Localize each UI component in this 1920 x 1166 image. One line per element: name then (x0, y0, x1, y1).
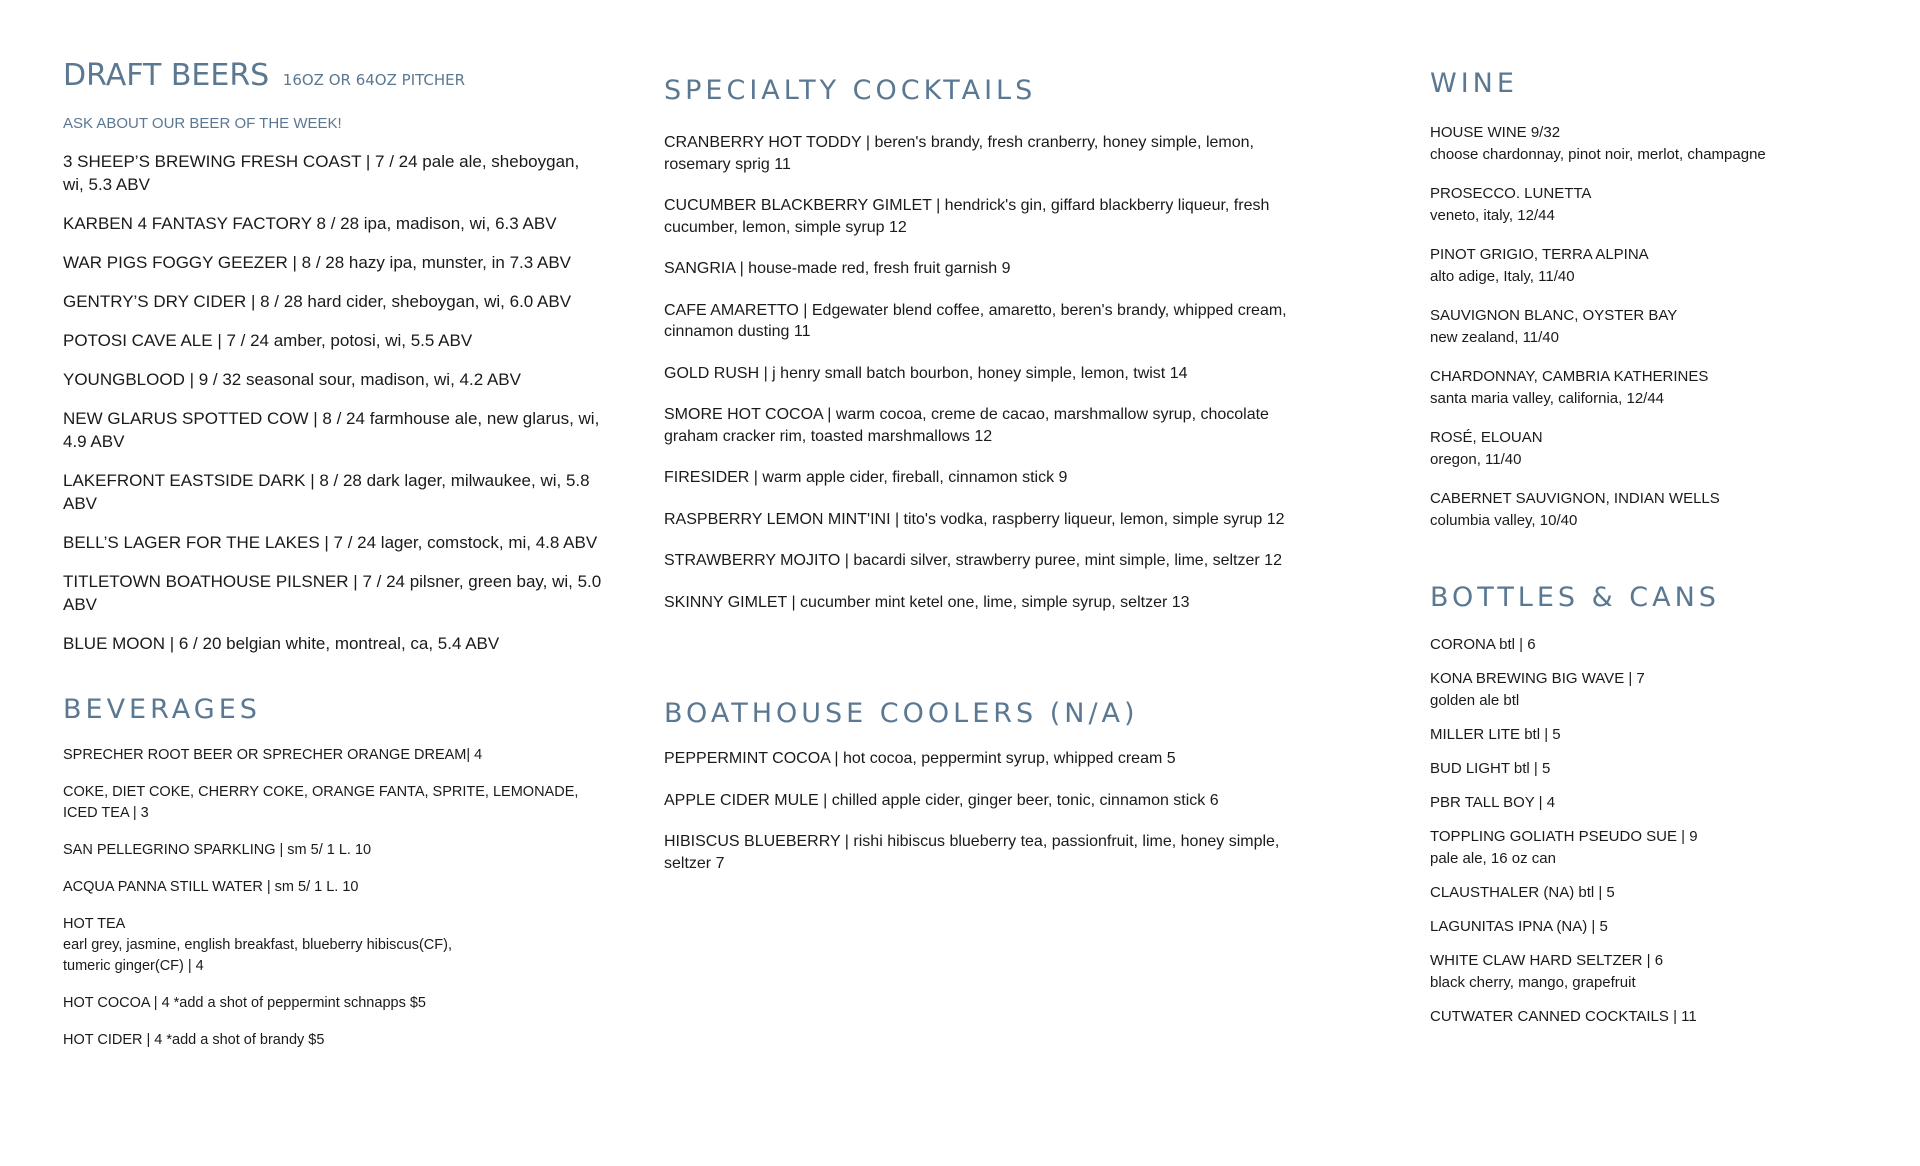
bottle-name: CORONA btl | 6 (1430, 636, 1536, 653)
draft-beers-heading (63, 58, 465, 93)
item-line: earl grey, jasmine, english breakfast, blueberry hibiscus(CF), (63, 937, 452, 953)
bottle-name: CUTWATER CANNED COCKTAILS | 11 (1430, 1008, 1697, 1025)
bottle-name: BUD LIGHT btl | 5 (1430, 760, 1551, 777)
bottle-name: TOPPLING GOLIATH PSEUDO SUE | 9 (1430, 828, 1698, 845)
list-item: TITLETOWN BOATHOUSE PILSNER | 7 / 24 pilsner, green bay, wi, 5.0 ABV (63, 572, 602, 614)
list-item: LAKEFRONT EASTSIDE DARK | 8 / 28 dark lager, milwaukee, wi, 5.8 ABV (63, 471, 590, 513)
list-item: GOLD RUSH | j henry small batch bourbon, honey simple, lemon, twist 14 (664, 364, 1188, 382)
specialty-cocktails-list (664, 132, 1324, 633)
list-item: WAR PIGS FOGGY GEEZER | 8 / 28 hazy ipa, munster, in 7.3 ABV (63, 253, 571, 272)
list-item: APPLE CIDER MULE | chilled apple cider, ginger beer, tonic, cinnamon stick 6 (664, 791, 1219, 809)
wine-detail: columbia valley, 10/40 (1430, 512, 1578, 529)
draft-beers-list (63, 150, 603, 671)
wine-heading: WINE (1430, 68, 1518, 99)
list-item (1430, 305, 1890, 349)
wine-detail: santa maria valley, california, 12/44 (1430, 390, 1665, 407)
list-item: YOUNGBLOOD | 9 / 32 seasonal sour, madison, wi, 4.2 ABV (63, 370, 521, 389)
list-item: CUCUMBER BLACKBERRY GIMLET | hendrick's gin, giffard blackberry liqueur, fresh cucumber, lemon, simple syrup 12 (664, 197, 1270, 236)
list-item: CRANBERRY HOT TODDY | beren's brandy, fresh cranberry, honey simple, lemon, rosemary sprig 11 (664, 134, 1254, 173)
wine-detail: oregon, 11/40 (1430, 451, 1522, 468)
item-line: ICED TEA | 3 (63, 805, 149, 821)
list-item: PEPPERMINT COCOA | hot cocoa, peppermint syrup, whipped cream 5 (664, 750, 1176, 767)
list-item: SANGRIA | house-made red, fresh fruit garnish 9 (664, 260, 1011, 277)
list-item: FIRESIDER | warm apple cider, fireball, cinnamon stick 9 (664, 469, 1068, 486)
item-line: SAN PELLEGRINO SPARKLING | sm 5/ 1 L. 10 (63, 842, 372, 858)
beverages-heading: BEVERAGES (63, 694, 261, 725)
list-item: 3 SHEEP’S BREWING FRESH COAST | 7 / 24 pale ale, sheboygan, wi, 5.3 ABV (63, 152, 580, 194)
bottle-name: MILLER LITE btl | 5 (1430, 726, 1561, 743)
list-item (1430, 882, 1890, 904)
wine-detail: new zealand, 11/40 (1430, 329, 1559, 346)
bottle-name: KONA BREWING BIG WAVE | 7 (1430, 670, 1645, 687)
list-item (63, 745, 603, 766)
list-item (1430, 183, 1890, 227)
wine-name: PROSECCO. LUNETTA (1430, 185, 1592, 202)
list-item: POTOSI CAVE ALE | 7 / 24 amber, potosi, wi, 5.5 ABV (63, 331, 473, 350)
draft-beers-title: DRAFT BEERS (63, 58, 270, 93)
draft-beers-subtitle: 16OZ OR 64OZ PITCHER (282, 71, 466, 89)
list-item (1430, 122, 1890, 166)
bottle-name: WHITE CLAW HARD SELTZER | 6 (1430, 952, 1664, 969)
list-item (63, 840, 603, 861)
list-item: CAFE AMARETTO | Edgewater blend coffee, amaretto, beren's brandy, whipped cream, cinnamon dusting 11 (664, 301, 1287, 340)
item-line: tumeric ginger(CF) | 4 (63, 958, 204, 974)
list-item (1430, 488, 1890, 532)
beer-of-week-note: ASK ABOUT OUR BEER OF THE WEEK! (63, 115, 342, 132)
bottle-detail: black cherry, mango, grapefruit (1430, 974, 1636, 991)
list-item (1430, 826, 1890, 870)
wine-detail: veneto, italy, 12/44 (1430, 207, 1555, 224)
list-item (63, 1030, 603, 1051)
list-item: NEW GLARUS SPOTTED COW | 8 / 24 farmhouse ale, new glarus, wi, 4.9 ABV (63, 409, 600, 451)
item-line: COKE, DIET COKE, CHERRY COKE, ORANGE FANTA, SPRITE, LEMONADE, (63, 784, 579, 800)
boathouse-coolers-list (664, 748, 1324, 894)
list-item (63, 877, 603, 898)
list-item (1430, 950, 1890, 994)
list-item (1430, 427, 1890, 471)
wine-name: PINOT GRIGIO, TERRA ALPINA (1430, 246, 1649, 263)
bottle-name: LAGUNITAS IPNA (NA) | 5 (1430, 918, 1608, 935)
wine-detail: choose chardonnay, pinot noir, merlot, champagne (1430, 146, 1766, 163)
wine-name: CHARDONNAY, CAMBRIA KATHERINES (1430, 368, 1709, 385)
specialty-cocktails-heading: SPECIALTY COCKTAILS (664, 75, 1037, 106)
list-item (1430, 916, 1890, 938)
list-item: BLUE MOON | 6 / 20 belgian white, montreal, ca, 5.4 ABV (63, 634, 500, 653)
list-item: STRAWBERRY MOJITO | bacardi silver, strawberry puree, mint simple, lime, seltzer 12 (664, 552, 1282, 569)
list-item (1430, 758, 1890, 780)
list-item: SKINNY GIMLET | cucumber mint ketel one, lime, simple syrup, seltzer 13 (664, 593, 1190, 611)
wine-name: SAUVIGNON BLANC, OYSTER BAY (1430, 307, 1678, 324)
list-item (1430, 244, 1890, 288)
list-item: BELL’S LAGER FOR THE LAKES | 7 / 24 lager, comstock, mi, 4.8 ABV (63, 533, 598, 552)
item-line: HOT COCOA | 4 *add a shot of peppermint schnapps $5 (63, 995, 426, 1011)
list-item (1430, 634, 1890, 656)
list-item (1430, 366, 1890, 410)
bottle-detail: golden ale btl (1430, 692, 1520, 709)
list-item: RASPBERRY LEMON MINT'INI | tito's vodka, raspberry liqueur, lemon, simple syrup 12 (664, 510, 1285, 528)
beverages-list (63, 745, 603, 1067)
item-line: HOT TEA (63, 916, 126, 932)
list-item: KARBEN 4 FANTASY FACTORY 8 / 28 ipa, madison, wi, 6.3 ABV (63, 214, 557, 233)
wine-name: CABERNET SAUVIGNON, INDIAN WELLS (1430, 490, 1720, 507)
list-item (63, 914, 603, 977)
list-item (63, 993, 603, 1014)
wine-list (1430, 122, 1890, 549)
bottles-cans-heading: BOTTLES & CANS (1430, 582, 1720, 613)
bottle-detail: pale ale, 16 oz can (1430, 850, 1556, 867)
list-item: SMORE HOT COCOA | warm cocoa, creme de cacao, marshmallow syrup, chocolate graham cracker rim, toasted marshmallows 12 (664, 406, 1269, 445)
item-line: SPRECHER ROOT BEER OR SPRECHER ORANGE DREAM| 4 (63, 747, 483, 763)
wine-name: HOUSE WINE 9/32 (1430, 124, 1561, 141)
list-item (1430, 792, 1890, 814)
item-line: ACQUA PANNA STILL WATER | sm 5/ 1 L. 10 (63, 879, 359, 895)
list-item (1430, 724, 1890, 746)
list-item: GENTRY’S DRY CIDER | 8 / 28 hard cider, sheboygan, wi, 6.0 ABV (63, 292, 572, 311)
list-item (1430, 668, 1890, 712)
bottles-cans-list (1430, 634, 1890, 1040)
wine-name: ROSÉ, ELOUAN (1430, 429, 1543, 446)
list-item: HIBISCUS BLUEBERRY | rishi hibiscus blueberry tea, passionfruit, lime, honey simple, seltzer 7 (664, 833, 1280, 872)
wine-detail: alto adige, Italy, 11/40 (1430, 268, 1575, 285)
boathouse-coolers-heading: BOATHOUSE COOLERS (N/A) (664, 698, 1139, 729)
list-item (1430, 1006, 1890, 1028)
list-item (63, 782, 603, 824)
bottle-name: CLAUSTHALER (NA) btl | 5 (1430, 884, 1615, 901)
item-line: HOT CIDER | 4 *add a shot of brandy $5 (63, 1032, 325, 1048)
bottle-name: PBR TALL BOY | 4 (1430, 794, 1556, 811)
